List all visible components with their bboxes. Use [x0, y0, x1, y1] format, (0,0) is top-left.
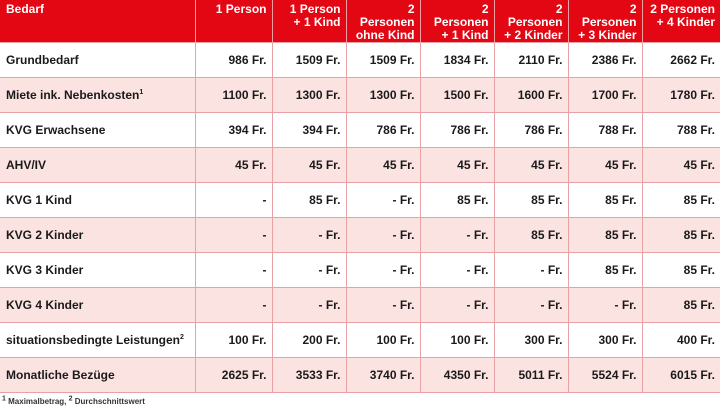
column-header-line1: 1 Person [289, 2, 341, 16]
footnote-marker: 2 [180, 334, 184, 341]
table-cell: 85 Fr. [642, 218, 720, 253]
row-label-text: KVG Erwachsene [6, 123, 106, 137]
row-label [0, 113, 195, 148]
table-body [0, 43, 720, 393]
column-header [195, 0, 272, 43]
table-cell: 3740 Fr. [346, 358, 420, 393]
table-cell: 45 Fr. [494, 148, 568, 183]
table-cell: 2110 Fr. [494, 43, 568, 78]
table-cell: 85 Fr. [642, 253, 720, 288]
table-cell: - [195, 218, 272, 253]
table-cell: - [195, 183, 272, 218]
table-cell: - Fr. [494, 288, 568, 323]
table-cell: 1600 Fr. [494, 78, 568, 113]
footnote-marker-2: 2 [68, 395, 73, 403]
column-header [568, 0, 642, 43]
column-header-line1: 1 Person [215, 2, 267, 16]
table-cell: 1834 Fr. [420, 43, 494, 78]
table-cell: 786 Fr. [346, 113, 420, 148]
row-label-text: KVG 3 Kinder [6, 263, 84, 277]
row-label [0, 253, 195, 288]
column-header-line1: 2 Personen [507, 2, 563, 29]
column-header-line2: + 3 Kinder [578, 28, 637, 42]
table-cell: 986 Fr. [195, 43, 272, 78]
table-cell: - [195, 288, 272, 323]
table-cell: 4350 Fr. [420, 358, 494, 393]
table-cell: - [195, 253, 272, 288]
table-cell: - Fr. [346, 183, 420, 218]
column-header-line2: ohne Kind [355, 28, 415, 42]
table-cell: 100 Fr. [195, 323, 272, 358]
table-cell: 85 Fr. [568, 183, 642, 218]
row-label [0, 43, 195, 78]
table-cell: 2662 Fr. [642, 43, 720, 78]
table-cell: 1700 Fr. [568, 78, 642, 113]
table-cell: 200 Fr. [272, 323, 346, 358]
table-cell: 85 Fr. [642, 288, 720, 323]
table-cell: 788 Fr. [568, 113, 642, 148]
table-row [0, 78, 720, 113]
footnote-marker: 1 [139, 89, 144, 96]
column-header [420, 0, 494, 43]
table-cell: 85 Fr. [494, 218, 568, 253]
table-cell: 2625 Fr. [195, 358, 272, 393]
table-row [0, 148, 720, 183]
table-cell: 85 Fr. [568, 253, 642, 288]
table-cell: 1509 Fr. [272, 43, 346, 78]
table-cell: 1100 Fr. [195, 78, 272, 113]
table-cell: 85 Fr. [494, 183, 568, 218]
table-cell: 786 Fr. [494, 113, 568, 148]
row-label-text: situationsbedingte Leistungen [6, 333, 181, 347]
table-row [0, 253, 720, 288]
table-cell: 45 Fr. [195, 148, 272, 183]
table-cell: 6015 Fr. [642, 358, 720, 393]
footnote-marker-1: 1 [2, 395, 6, 403]
table-row [0, 113, 720, 148]
row-label [0, 288, 195, 323]
column-header-bedarf [0, 0, 195, 43]
table-cell: 300 Fr. [494, 323, 568, 358]
row-label [0, 218, 195, 253]
table-cell: 100 Fr. [346, 323, 420, 358]
table-cell: 85 Fr. [272, 183, 346, 218]
table-cell: - Fr. [272, 218, 346, 253]
table-cell: 394 Fr. [272, 113, 346, 148]
table-cell: - Fr. [346, 288, 420, 323]
footnote-text-1: Maximalbetrag, [5, 397, 69, 406]
table-cell: 85 Fr. [642, 183, 720, 218]
table-cell: 45 Fr. [568, 148, 642, 183]
table-cell: 1300 Fr. [346, 78, 420, 113]
footnote [2, 397, 145, 407]
table-row [0, 358, 720, 393]
column-header [346, 0, 420, 43]
table-cell: 400 Fr. [642, 323, 720, 358]
row-label [0, 183, 195, 218]
row-label-text: Miete ink. Nebenkosten [6, 88, 140, 102]
table-cell: 5524 Fr. [568, 358, 642, 393]
column-header-line1: 2 Personen [650, 2, 715, 16]
table-cell: 3533 Fr. [272, 358, 346, 393]
table-row [0, 183, 720, 218]
row-label-text: Grundbedarf [6, 53, 79, 67]
row-label [0, 323, 195, 358]
row-label-text: Monatliche Bezüge [6, 368, 115, 382]
table-cell: 1780 Fr. [642, 78, 720, 113]
table-cell: - Fr. [346, 218, 420, 253]
table-cell: 45 Fr. [272, 148, 346, 183]
column-header-line1: 2 Personen [433, 2, 489, 29]
table-cell: - Fr. [568, 288, 642, 323]
header-row [0, 0, 720, 43]
row-label-text: KVG 2 Kinder [6, 228, 84, 242]
table-row [0, 323, 720, 358]
column-header-line1: Bedarf [6, 2, 45, 16]
column-header-line1: 2 Personen [359, 2, 415, 29]
column-header [642, 0, 720, 43]
column-header [494, 0, 568, 43]
table-cell: 85 Fr. [420, 183, 494, 218]
table-row [0, 218, 720, 253]
row-label-text: AHV/IV [6, 158, 47, 172]
footnote-text-2: Durchschnittswert [72, 397, 145, 406]
table-cell: - Fr. [420, 218, 494, 253]
table-cell: 45 Fr. [346, 148, 420, 183]
table-cell: - Fr. [420, 288, 494, 323]
table-cell: - Fr. [494, 253, 568, 288]
table-cell: - Fr. [272, 288, 346, 323]
column-header-line2: + 1 Kind [293, 15, 341, 29]
table-row [0, 43, 720, 78]
column-header-line2: + 1 Kind [441, 28, 489, 42]
table-cell: 300 Fr. [568, 323, 642, 358]
column-header-line1: 2 Personen [581, 2, 637, 29]
column-header [272, 0, 346, 43]
table-cell: 788 Fr. [642, 113, 720, 148]
table-cell: 2386 Fr. [568, 43, 642, 78]
column-header-line2: + 4 Kinder [656, 15, 715, 29]
row-label [0, 358, 195, 393]
table-cell: 394 Fr. [195, 113, 272, 148]
table-cell: 85 Fr. [568, 218, 642, 253]
table-cell: 1509 Fr. [346, 43, 420, 78]
table-cell: 786 Fr. [420, 113, 494, 148]
table-row [0, 288, 720, 323]
table-cell: 1500 Fr. [420, 78, 494, 113]
row-label-text: KVG 4 Kinder [6, 298, 84, 312]
row-label [0, 148, 195, 183]
table-cell: - Fr. [420, 253, 494, 288]
table-cell: 45 Fr. [420, 148, 494, 183]
table-cell: 1300 Fr. [272, 78, 346, 113]
table-cell: - Fr. [272, 253, 346, 288]
row-label [0, 78, 195, 113]
table-cell: 100 Fr. [420, 323, 494, 358]
table-cell: - Fr. [346, 253, 420, 288]
table-header [0, 0, 720, 43]
table-cell: 5011 Fr. [494, 358, 568, 393]
column-header-line2: + 2 Kinder [504, 28, 563, 42]
row-label-text: KVG 1 Kind [6, 193, 73, 207]
table-cell: 45 Fr. [642, 148, 720, 183]
